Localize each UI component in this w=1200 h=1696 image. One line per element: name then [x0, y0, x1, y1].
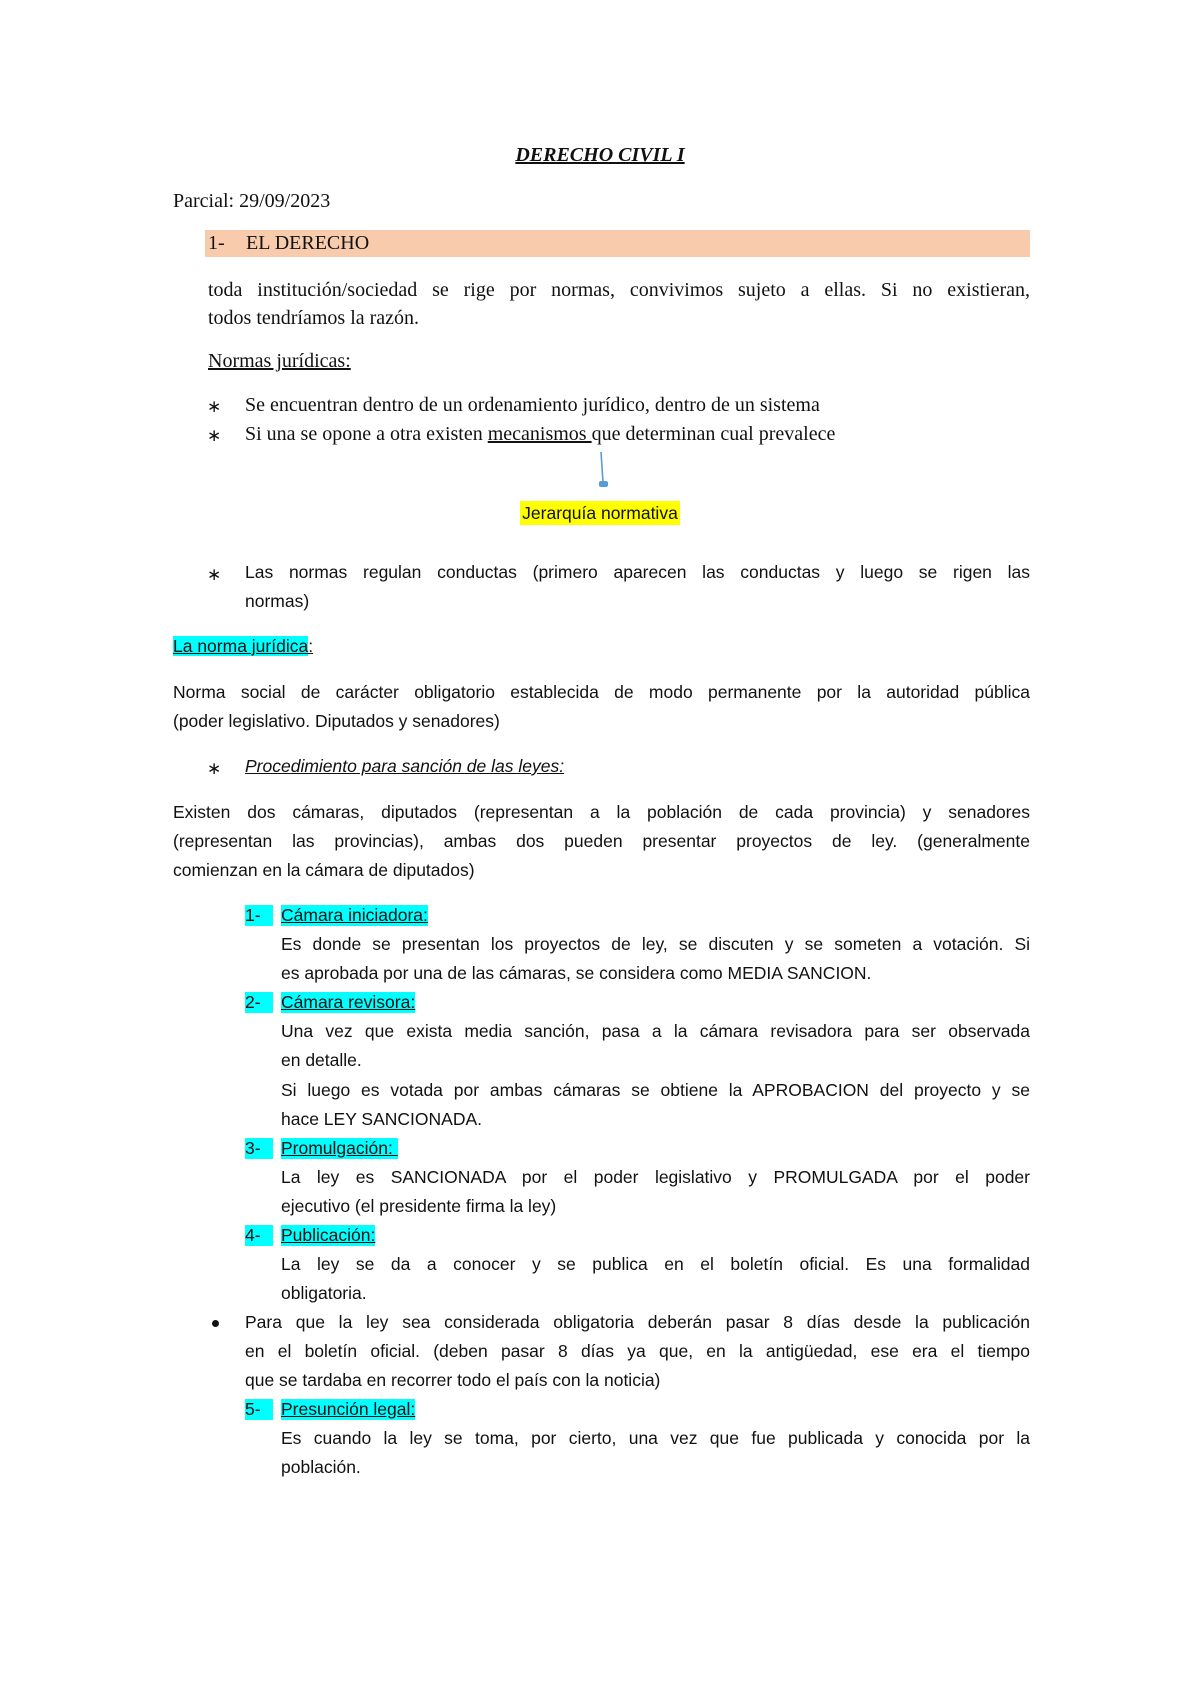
- normas-heading: Normas jurídicas:: [208, 350, 351, 372]
- step-3-line-1: La ley es SANCIONADA por el poder legislativo y PROMULGADA por el poder: [281, 1167, 1030, 1187]
- step-5-line-2: población.: [281, 1457, 361, 1477]
- procedimiento-heading: Procedimiento para sanción de las leyes:: [245, 756, 565, 776]
- norma-heading-text: La norma jurídica: [173, 636, 309, 656]
- step-1-title: Cámara iniciadora:: [281, 905, 428, 925]
- obligatoria-line-2: en el boletín oficial. (deben pasar 8 días ya que, en la antigüedad, ese era el tiempo: [245, 1341, 1030, 1361]
- camaras-line-2: (representan las provincias), ambas dos pueden presentar proyectos de ley. (generalmente: [173, 831, 1030, 851]
- asterisk-bullet-icon: ∗: [207, 565, 222, 585]
- step-4-number: 4-: [245, 1225, 273, 1246]
- normas-bullet-2-post: que determinan cual prevalece: [591, 423, 836, 445]
- normas-bullet-1: Se encuentran dentro de un ordenamiento jurídico, dentro de un sistema: [245, 394, 820, 416]
- step-2-line-2: en detalle.: [281, 1050, 362, 1070]
- intro-line-1: toda institución/sociedad se rige por normas, convivimos sujeto a ellas. Si no existieran,: [208, 279, 1030, 301]
- norma-heading: [173, 636, 313, 657]
- jerarquia-highlight: Jerarquía normativa: [522, 503, 678, 523]
- step-2-line-1: Una vez que exista media sanción, pasa a la cámara revisadora para ser observada: [281, 1021, 1030, 1041]
- step-1-line-2: es aprobada por una de las cámaras, se considera como MEDIA SANCION.: [281, 963, 872, 983]
- step-5-number: 5-: [245, 1399, 273, 1420]
- step-4-line-1: La ley se da a conocer y se publica en el boletín oficial. Es una formalidad: [281, 1254, 1030, 1274]
- step-1-line-1: Es donde se presentan los proyectos de ley, se discuten y se someten a votación. Si: [281, 934, 1030, 954]
- step-5-line-1: Es cuando la ley se toma, por cierto, una vez que fue publicada y conocida por la: [281, 1428, 1030, 1448]
- jerarquia-label: [0, 503, 1200, 524]
- asterisk-bullet-icon: ∗: [207, 759, 222, 779]
- norma-def-line-2: (poder legislativo. Diputados y senadores): [173, 711, 500, 731]
- section-title: EL DERECHO: [246, 232, 370, 254]
- camaras-line-3: comienzan en la cámara de diputados): [173, 860, 475, 880]
- step-3-title: Promulgación:: [281, 1138, 398, 1158]
- normas-bullet-2-pre: Si una se opone a otra existen: [245, 423, 488, 445]
- step-2-line-3: Si luego es votada por ambas cámaras se obtiene la APROBACION del proyecto y se: [281, 1080, 1030, 1100]
- step-4-title: Publicación:: [281, 1225, 376, 1245]
- section-number: 1-: [208, 232, 225, 254]
- step-2-line-4: hace LEY SANCIONADA.: [281, 1109, 483, 1129]
- dot-bullet-icon: [212, 1320, 219, 1327]
- normas-bullet-2: [245, 423, 835, 446]
- parcial-date: Parcial: 29/09/2023: [173, 190, 331, 212]
- step-5-title: Presunción legal:: [281, 1399, 416, 1419]
- step-1-number: 1-: [245, 905, 273, 926]
- step-2-title: Cámara revisora:: [281, 992, 416, 1012]
- obligatoria-line-1: Para que la ley sea considerada obligatoria deberán pasar 8 días desde la publicación: [245, 1312, 1030, 1332]
- norma-heading-colon: :: [308, 636, 314, 656]
- step-2-number: 2-: [245, 992, 273, 1013]
- conductas-line-1: Las normas regulan conductas (primero aparecen las conductas y luego se rigen las: [245, 562, 1030, 582]
- asterisk-bullet-icon: ∗: [207, 426, 222, 446]
- mecanismos-text: mecanismos: [487, 423, 592, 445]
- intro-line-2: todos tendríamos la razón.: [208, 307, 420, 329]
- step-3-line-2: ejecutivo (el presidente firma la ley): [281, 1196, 557, 1216]
- asterisk-bullet-icon: ∗: [207, 397, 222, 417]
- obligatoria-line-3: que se tardaba en recorrer todo el país con la noticia): [245, 1370, 661, 1390]
- document-title: DERECHO CIVIL I: [515, 144, 685, 166]
- connector-arrow-icon: [590, 450, 620, 492]
- camaras-line-1: Existen dos cámaras, diputados (representan a la población de cada provincia) y senadores: [173, 802, 1030, 822]
- step-4-line-2: obligatoria.: [281, 1283, 367, 1303]
- step-3-number: 3-: [245, 1138, 273, 1159]
- conductas-line-2: normas): [245, 591, 310, 611]
- norma-def-line-1: Norma social de carácter obligatorio establecida de modo permanente por la autoridad pública: [173, 682, 1030, 702]
